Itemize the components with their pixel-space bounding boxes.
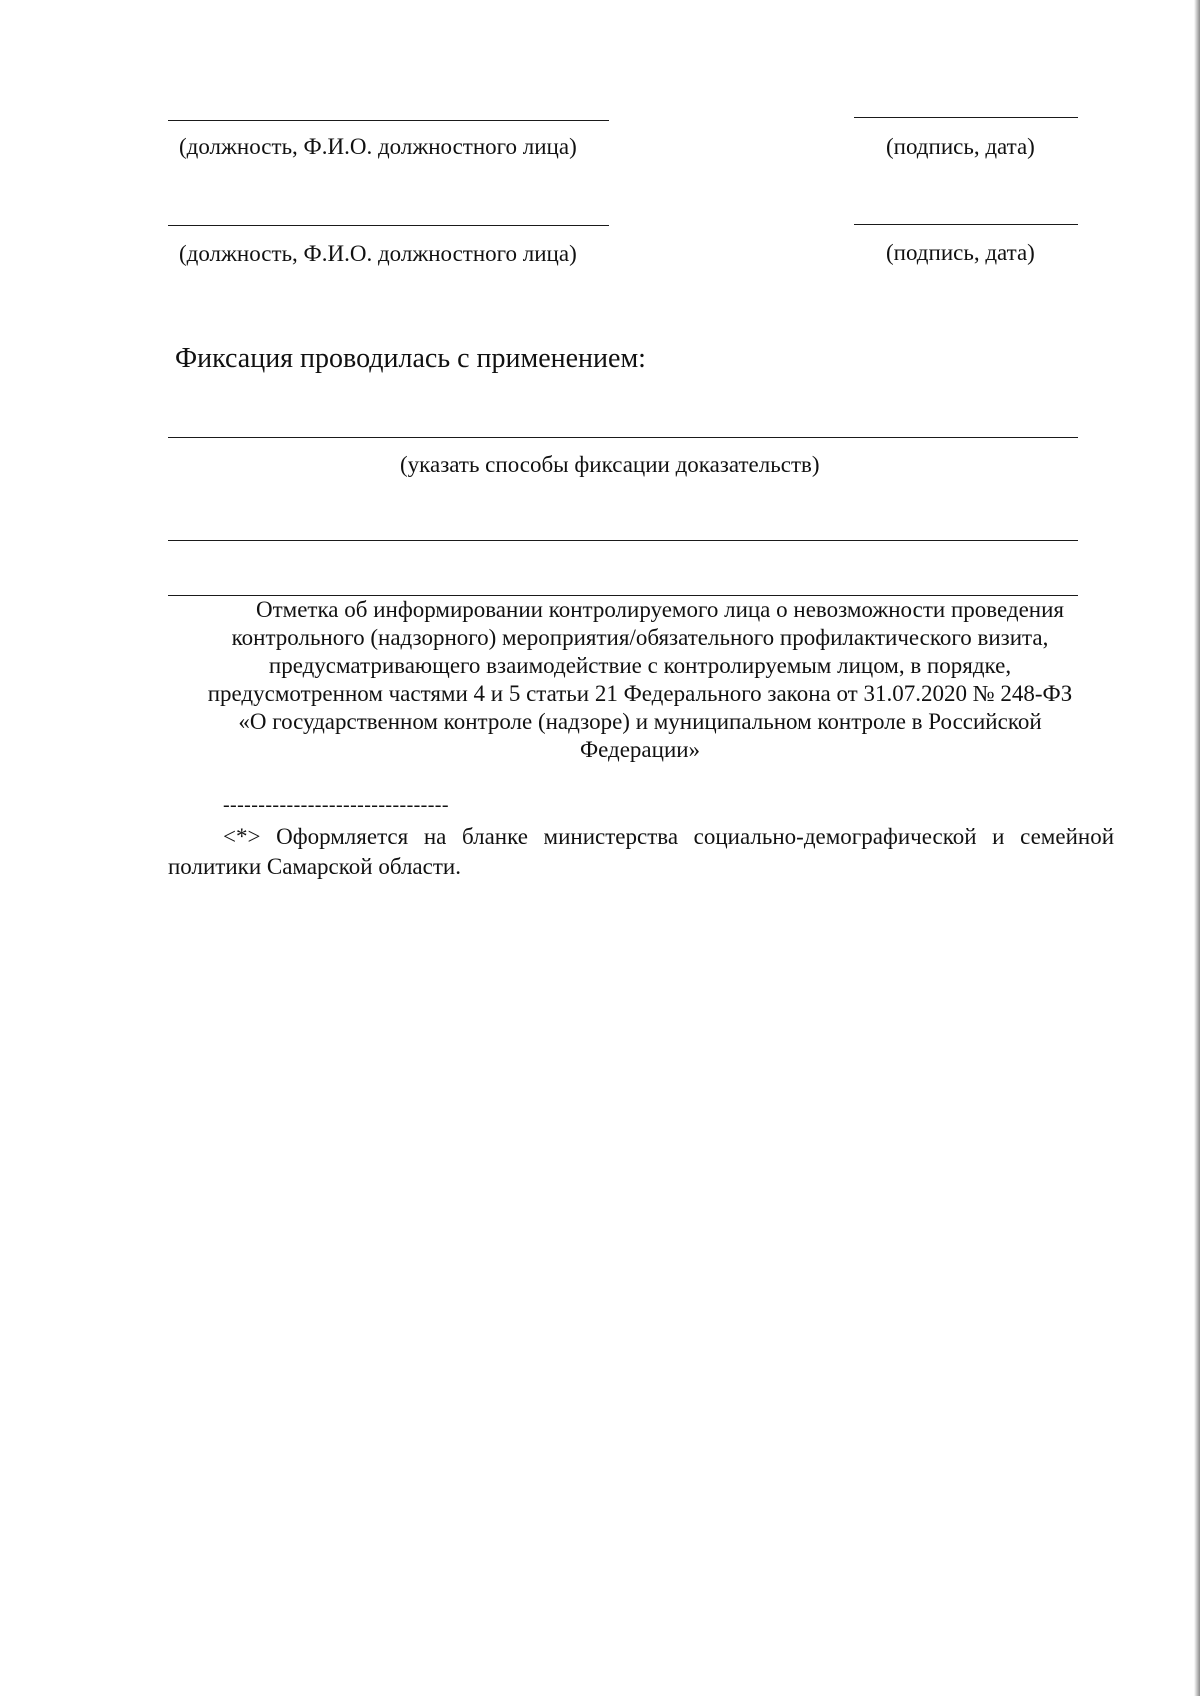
notice-line: Федерации»	[579, 737, 701, 762]
official-label-2: (должность, Ф.И.О. должностного лица)	[179, 241, 577, 266]
blank-line-1	[168, 540, 1078, 541]
signature-label-2: (подпись, дата)	[886, 240, 1035, 265]
official-name-line-2	[168, 225, 609, 226]
fixation-methods-line	[168, 437, 1078, 438]
fixation-heading: Фиксация проводилась с применением:	[175, 343, 646, 374]
notification-mark-paragraph	[168, 596, 1112, 764]
footnote-text: <*> Оформляется на бланке министерства социально-демографической и семейной политики Самарской области.	[168, 824, 1114, 879]
notice-line: Отметка об информировании контролируемого лица о невозможности проведения	[256, 597, 1064, 622]
official-label-1: (должность, Ф.И.О. должностного лица)	[179, 134, 577, 159]
official-name-line-1	[168, 120, 609, 121]
signature-line-1	[854, 117, 1078, 118]
page-edge-shadow	[1194, 0, 1200, 1696]
signature-line-2	[854, 224, 1078, 225]
notice-line: предусматривающего взаимодействие с контролируемым лицом, в порядке,	[268, 653, 1012, 678]
notice-line: «О государственном контроле (надзоре) и муниципальном контроле в Российской	[238, 709, 1042, 734]
notice-line: предусмотренном частями 4 и 5 статьи 21 Федерального закона от 31.07.2020 № 248-ФЗ	[207, 681, 1073, 706]
fixation-methods-caption: (указать способы фиксации доказательств)	[400, 452, 820, 477]
signature-label-1: (подпись, дата)	[886, 134, 1035, 159]
footnote-separator: --------------------------------	[223, 794, 449, 816]
notice-line: контрольного (надзорного) мероприятия/обязательного профилактического визита,	[231, 625, 1049, 650]
